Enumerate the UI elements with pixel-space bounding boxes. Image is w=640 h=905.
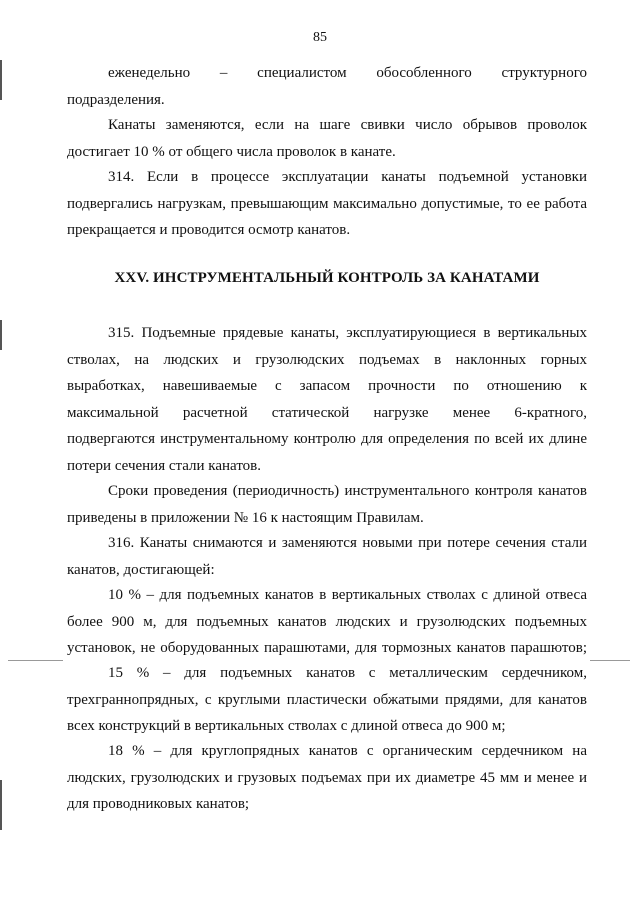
text-line: людских, грузолюдских и грузовых подъемах при их диаметре 45 мм и менее и xyxy=(67,769,587,786)
list-item-15-percent xyxy=(67,660,587,740)
text-line: еженедельно – специалистом обособленного структурного xyxy=(108,65,587,81)
text-line: достигает 10 % от общего числа проволок в канате. xyxy=(67,143,396,160)
text-line: приведены в приложении № 16 к настоящим Правилам. xyxy=(67,509,424,526)
text-line: 314. Если в процессе эксплуатации канаты подъемной установки xyxy=(108,169,587,185)
section-heading: XXV. ИНСТРУМЕНТАЛЬНЫЙ КОНТРОЛЬ ЗА КАНАТАМИ xyxy=(114,270,540,286)
text-line: канатов, достигающей: xyxy=(67,561,215,578)
text-line: более 900 м, для подъемных канатов людских и грузолюдских подъемных xyxy=(67,613,587,630)
text-line: для проводниковых канатов; xyxy=(67,796,250,812)
text-line: 15 % – для подъемных канатов с металлическим сердечником, xyxy=(108,665,587,681)
text-line: 18 % – для круглопрядных канатов с органическим сердечником на xyxy=(108,743,587,759)
text-line: потери сечения стали канатов. xyxy=(67,457,262,474)
text-line: стволах, на людских и грузолюдских подъемах в наклонных горных xyxy=(67,351,587,368)
text-line: всех конструкций в вертикальных стволах с длиной отвеса до 900 м; xyxy=(67,718,506,734)
paragraph-314 xyxy=(67,164,587,244)
text-line: подразделения. xyxy=(67,91,165,108)
text-line: 315. Подъемные прядевые канаты, эксплуатирующиеся в вертикальных xyxy=(108,325,587,341)
text-line: выработках, навешиваемые с запасом прочности по отношению к xyxy=(67,378,587,394)
text-line: прекращается и проводится осмотр канатов. xyxy=(67,222,351,238)
list-item-18-percent xyxy=(67,738,587,818)
paragraph-315 xyxy=(67,320,587,479)
paragraph-rope-replacement xyxy=(67,112,587,165)
page-number: 85 xyxy=(313,30,327,45)
scan-edge-mark xyxy=(0,320,2,350)
text-line: трехграннопрядных, с круглыми пластически обжатыми прядями, для канатов xyxy=(67,691,587,708)
paragraph-inspection-terms xyxy=(67,478,587,531)
scan-edge-mark xyxy=(0,60,2,100)
text-line: подвергались нагрузкам, превышающим максимально допустимые, то ее работа xyxy=(67,195,587,212)
text-line: 316. Канаты снимаются и заменяются новыми при потере сечения стали xyxy=(108,535,587,551)
text-line: 10 % – для подъемных канатов в вертикальных стволах с длиной отвеса xyxy=(108,587,587,603)
scan-artifact-line xyxy=(8,660,63,661)
scan-edge-mark xyxy=(0,780,2,830)
text-line: Канаты заменяются, если на шаге свивки число обрывов проволок xyxy=(108,117,587,133)
list-item-10-percent xyxy=(67,582,587,662)
paragraph-weekly xyxy=(67,60,587,113)
scan-artifact-line xyxy=(590,660,630,661)
text-line: подвергаются инструментальному контролю для определения по всей их длине xyxy=(67,431,587,447)
text-line: Сроки проведения (периодичность) инструментального контроля канатов xyxy=(108,483,587,499)
paragraph-316 xyxy=(67,530,587,583)
text-line: установок, не оборудованных парашютами, для тормозных канатов парашютов; xyxy=(67,640,587,656)
text-line: максимальной расчетной статической нагрузке менее 6-кратного, xyxy=(67,404,587,421)
